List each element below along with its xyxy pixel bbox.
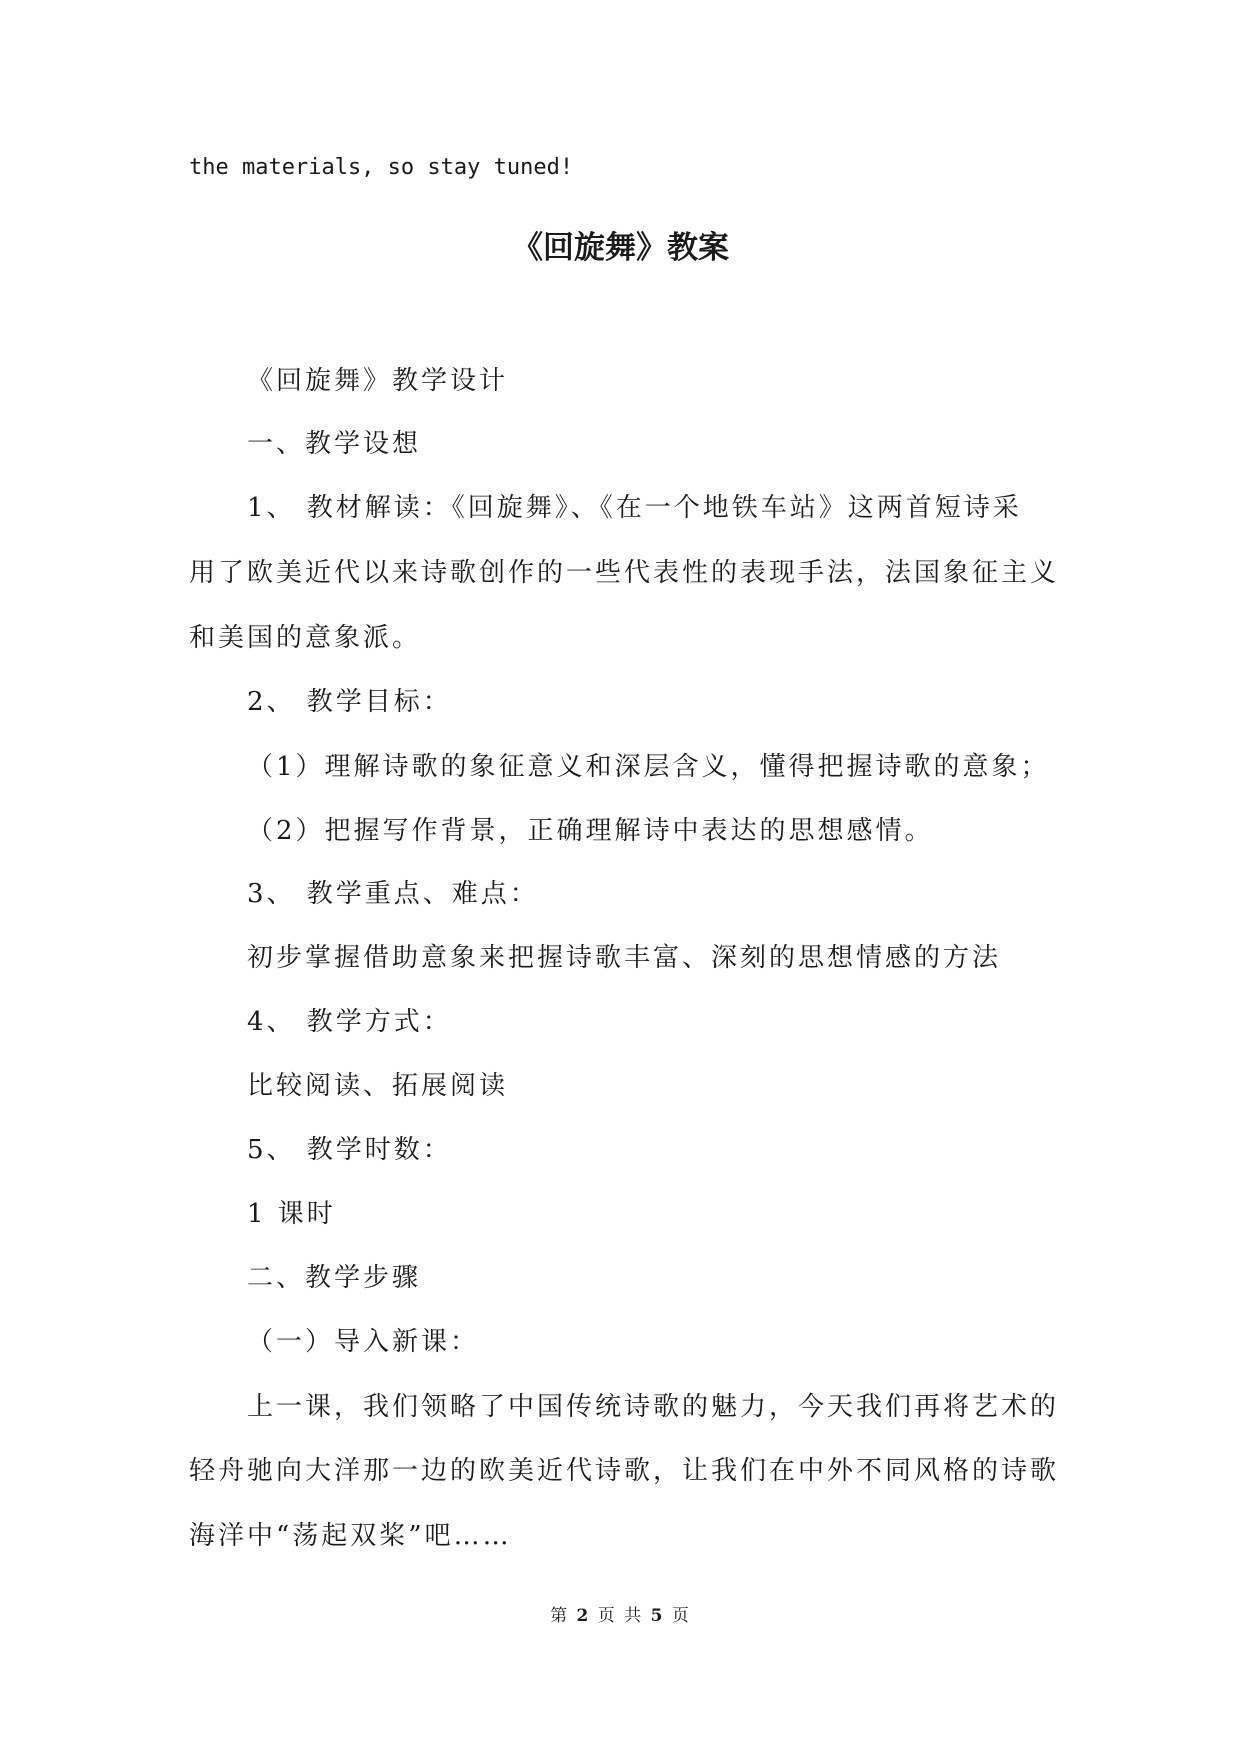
list-heading: 4、 教学方式： [247, 1007, 452, 1037]
paragraph-line: 比较阅读、拓展阅读 [247, 1071, 509, 1101]
list-heading: 2、 教学目标： [247, 687, 452, 717]
section-heading: 一、教学设想 [247, 429, 422, 459]
footer-total-pages: 5 [650, 1606, 665, 1626]
subsection-heading: （一）导入新课： [247, 1327, 480, 1357]
list-heading: 3、 教学重点、难点： [247, 879, 539, 909]
paragraph-line: 和美国的意象派。 [189, 623, 422, 653]
section-heading: 二、教学步骤 [247, 1263, 422, 1293]
list-item: （1）理解诗歌的象征意义和深层含义，懂得把握诗歌的意象； [247, 752, 1050, 782]
footer-middle: 页 共 [597, 1606, 644, 1626]
paragraph-line: 海洋中“荡起双桨”吧…… [189, 1521, 512, 1551]
list-item: （2）把握写作背景，正确理解诗中表达的思想感情。 [247, 816, 934, 846]
paragraph-line: 1、 教材解读：《回旋舞》、《在一个地铁车站》这两首短诗采 [247, 493, 1022, 523]
footer-suffix: 页 [671, 1606, 691, 1626]
section-heading: 《回旋舞》教学设计 [247, 366, 509, 396]
paragraph-line: 上一课，我们领略了中国传统诗歌的魅力，今天我们再将艺术的 [247, 1392, 1060, 1422]
list-heading: 5、 教学时数： [247, 1135, 452, 1165]
paragraph-line: 初步掌握借助意象来把握诗歌丰富、深刻的思想情感的方法 [247, 943, 1002, 973]
paragraph-line: 1 课时 [247, 1199, 336, 1229]
intro-text: the materials, so stay tuned! [189, 155, 574, 180]
footer-prefix: 第 [550, 1606, 570, 1626]
page-title: 《回旋舞》教案 [512, 230, 729, 266]
paragraph-line: 用了欧美近代以来诗歌创作的一些代表性的表现手法，法国象征主义 [189, 558, 1060, 588]
paragraph-line: 轻舟驰向大洋那一边的欧美近代诗歌，让我们在中外不同风格的诗歌 [189, 1456, 1060, 1486]
page-footer [0, 1604, 1241, 1628]
footer-page-number: 2 [576, 1606, 591, 1626]
